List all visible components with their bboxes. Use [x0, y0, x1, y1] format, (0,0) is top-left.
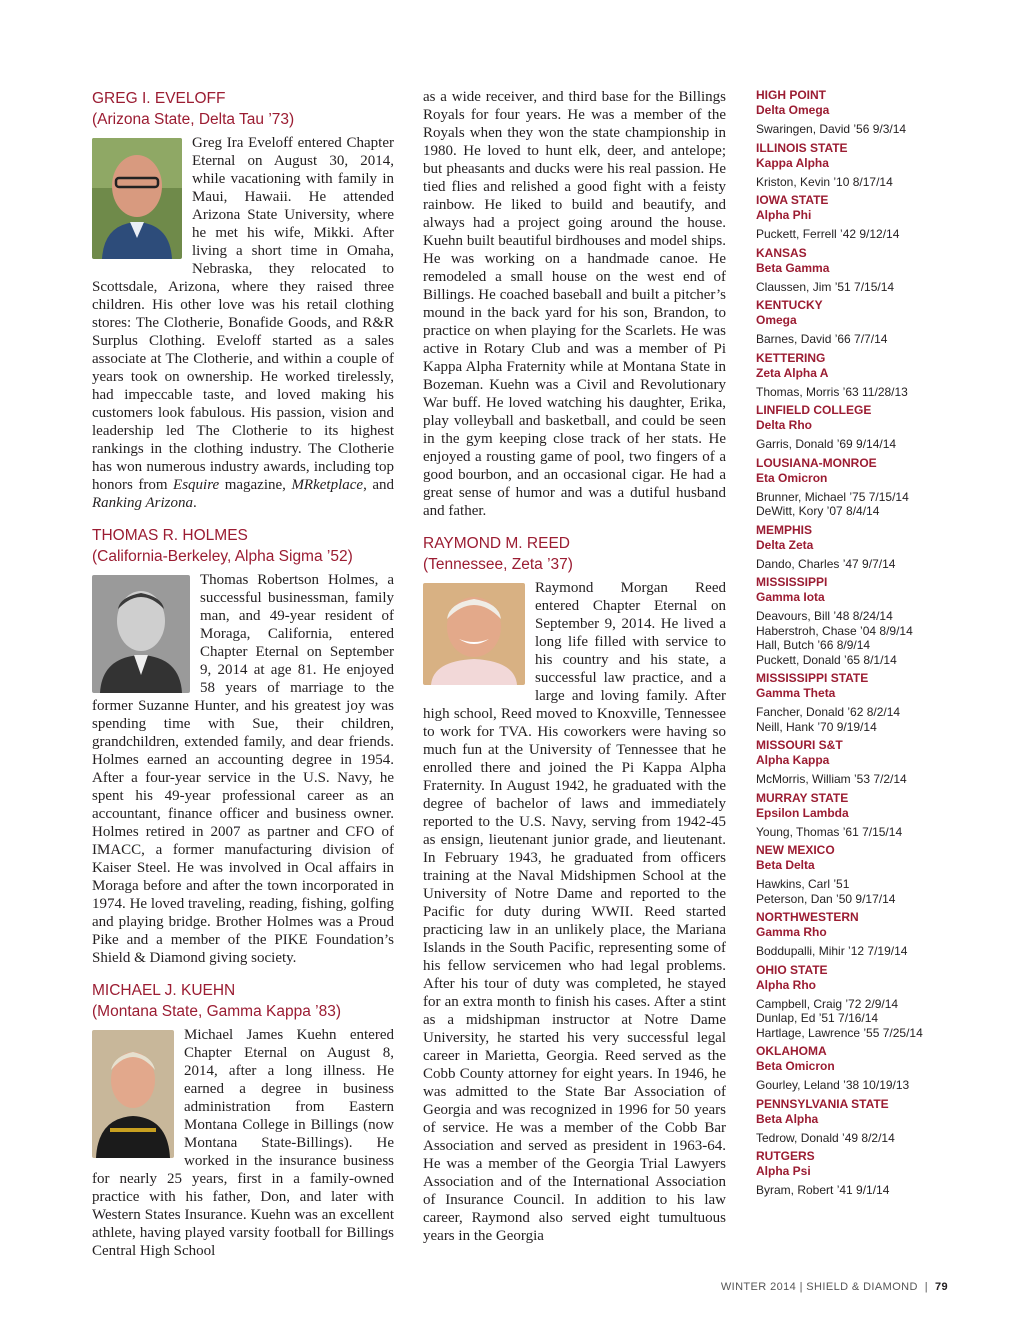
roll-chapter: Gamma Iota: [756, 590, 825, 604]
column-left: [92, 88, 394, 1273]
roll-chapter: Beta Gamma: [756, 260, 830, 275]
obituary-text-fragment: magazine,: [224, 477, 286, 493]
roll-school: ILLINOIS STATE: [756, 140, 848, 155]
magazine-name: Esquire: [173, 477, 220, 493]
roll-entry: Tedrow, Donald ’49 8/2/14: [756, 1130, 895, 1145]
roll-entry: Brunner, Michael ’75 7/15/14: [756, 489, 909, 504]
roll-entry: DeWitt, Kory ’07 8/4/14: [756, 504, 880, 518]
roll-block: [756, 671, 956, 734]
roll-chapter: Kappa Alpha: [756, 155, 829, 170]
obituary-body: [423, 579, 726, 1245]
roll-chapter: Beta Omicron: [756, 1059, 835, 1073]
roll-entry: Thomas, Morris ’63 11/28/13: [756, 384, 908, 399]
obituary-body: [92, 571, 394, 967]
roll-chapter: Eta Omicron: [756, 470, 828, 485]
roll-block: [756, 246, 956, 295]
obituary-name: RAYMOND M. REED: [423, 535, 570, 552]
obituary-eveloff: [92, 88, 394, 512]
column-chapter-roll: [756, 88, 956, 1202]
obituary-chapter: (Tennessee, Zeta ’37): [423, 556, 573, 573]
roll-entry: Young, Thomas ’61 7/15/14: [756, 824, 903, 839]
roll-entry: Dando, Charles ’47 9/7/14: [756, 556, 896, 571]
obituary-reed: [423, 533, 726, 1245]
roll-block: [756, 1097, 956, 1146]
roll-entry: Hartlage, Lawrence ’55 7/25/14: [756, 1025, 923, 1040]
roll-school: HIGH POINT: [756, 88, 827, 102]
roll-school: LINFIELD COLLEGE: [756, 403, 872, 417]
magazine-name: MRketplace: [291, 477, 364, 493]
roll-school: MISSOURI S&T: [756, 738, 843, 752]
roll-school: KENTUCKY: [756, 298, 823, 312]
obituary-text: Greg Ira Eveloff entered Chapter Eternal on August 30, 2014, while vacationing with family in Maui, Hawaii. He attended Arizona State University, where he met his wife, Mikki. After living a short time in Omaha, Nebraska, they relocated to Scottsdale, Arizona, where they raised three children. His other love was his retail clothing stores: The Clotherie, Bonafide Goods, and R&R Surplus Clothing. Eveloff started as a sales associate at The Clotherie, and within a couple of years took on ownership. He worked tirelessly, had impeccable taste, and loved making his customers look fabulous. His passion, vision and leadership led The Clotherie to its highest rankings in the clothing industry. The Clotherie has won numerous industry awards, including top honors from: [92, 135, 394, 493]
roll-chapter: Delta Zeta: [756, 537, 814, 552]
chapter-eternal-roll: [756, 88, 956, 1198]
roll-chapter: Gamma Theta: [756, 686, 836, 700]
roll-entry: Hawkins, Carl ’51: [756, 877, 850, 891]
roll-entry: Peterson, Dan ’50 9/17/14: [756, 891, 896, 906]
magazine-name: Ranking Arizona: [92, 495, 193, 511]
roll-entry: Fancher, Donald ’62 8/2/14: [756, 705, 901, 719]
roll-block: [756, 351, 956, 400]
roll-entry: Barnes, David ’66 7/7/14: [756, 332, 888, 346]
roll-entry: Gourley, Leland ’38 10/19/13: [756, 1078, 910, 1092]
roll-chapter: Alpha Psi: [756, 1164, 811, 1178]
roll-block: [756, 1149, 956, 1198]
obituary-holmes: [92, 525, 394, 967]
portrait-photo-eveloff: [92, 138, 182, 259]
obituary-kuehn: [92, 980, 394, 1260]
obituary-body: as a wide receiver, and third base for the Billings Royals for four years. He was a member of the Royals when they won the state championship in 1980. He loved to hunt elk, deer, and antelope; but pheasants and ducks were his real passion. He tied flies and relished a good fight with a feisty rainbow. He liked to build and beautify, and always had a project going around the house. Kuehn built beautiful birdhouses and model ships. He was working on a handmade canoe. He remodeled a small house on the west end of Billings. He coached baseball and built a pitcher’s mound in the back yard for his son, Brandon, to practice on when playing for the Scarlets. He was active in Rotary Club and was a member of Pi Kappa Alpha Fraternity while at Montana State in Bozeman. Kuehn was a Civil and Revolutionary War buff. He loved watching his daughter, Erika, play volleyball and basketball, and could be seen in the gym keeping close track of her stats. He enjoyed a rousting game of pool, two fingers of a good bourbon, and an occasional cigar. He had a great sense of humor and was a dutiful husband and father.: [423, 89, 726, 519]
roll-entry: Claussen, Jim ’51 7/15/14: [756, 279, 895, 294]
roll-chapter: Delta Rho: [756, 418, 813, 432]
roll-entry: Neill, Hank ’70 9/19/14: [756, 719, 877, 734]
obituary-text-fragment: .: [192, 495, 197, 511]
roll-block: [756, 791, 956, 840]
roll-school: OKLAHOMA: [756, 1044, 827, 1058]
roll-block: [756, 910, 956, 959]
roll-school: IOWA STATE: [756, 193, 829, 207]
obituary-name: THOMAS R. HOLMES: [92, 527, 248, 544]
roll-school: NORTHWESTERN: [756, 910, 859, 924]
obituary-text: Michael James Kuehn entered Chapter Eternal on August 8, 2014, after a long illness. He earned a degree in business administration from Eastern Montana College in Billings (now Montana State-Billings). He worked in the insurance business for nearly 25 years, first in a family-owned practice with his father, Don, and later with Western States Insurance. Kuehn was an excellent athlete, having played varsity football for Billings Central High School: [92, 1027, 394, 1259]
obituary-kuehn-continued: [423, 88, 726, 520]
roll-entry: Puckett, Ferrell ’42 9/12/14: [756, 227, 900, 241]
obituary-chapter: (California-Berkeley, Alpha Sigma ’52): [92, 548, 353, 565]
column-middle: [423, 88, 726, 1258]
roll-block: [756, 456, 956, 519]
roll-school: KETTERING: [756, 350, 826, 365]
obituary-text: Raymond Morgan Reed entered Chapter Eternal on September 9, 2014. He lived a long life filled with service to his country and his state, a successful law practice, and a large and loving family. After high school, Reed moved to Knoxville, Tennessee to work for TVA. His coworkers were having so much fun at the University of Tennessee that he enrolled there and joined the Pi Kappa Alpha Fraternity. In August 1942, he graduated with the degree of bachelor of laws and immediately reported to the U.S. Navy, serving from 1942-45 as ensign, lieutenant junior grade, and lieutenant. In February 1943, he graduated from officers training at the Naval Midshipmen School at the University of Notre Dame and reported to the Pacific for duty during WWII. Reed started practicing law in an unlikely place, the Mariana Islands in the South Pacific, representing some of his fellow servicemen who had legal problems. After his tour of duty was completed, he stayed for an extra month to finish his cases. After a stint as a midshipman instructor at Notre Dame University, he started his very successful legal career in Marietta, Georgia. Reed served as the Cobb County attorney for eight years. In 1946, he was admitted to the State Bar Association of Georgia and was recognized in 1996 for 50 years of service. He was a member of the Cobb Bar Association and served as president in 1963-64. He was a member of the Georgia Trial Lawyers Association and of the International Association of Insurance Council. In addition to his law career, Raymond also served eight tumultuous years in the Georgia: [423, 580, 726, 1244]
roll-school: MISSISSIPPI STATE: [756, 671, 869, 685]
roll-chapter: Alpha Rho: [756, 977, 816, 992]
roll-block: [756, 963, 956, 1041]
roll-block: [756, 193, 956, 242]
roll-school: NEW MEXICO: [756, 843, 835, 857]
roll-chapter: Alpha Phi: [756, 208, 812, 222]
roll-entry: McMorris, William ’53 7/2/14: [756, 772, 907, 786]
roll-chapter: Beta Alpha: [756, 1111, 819, 1126]
roll-entry: Deavours, Bill ’48 8/24/14: [756, 609, 893, 623]
roll-entry: Kriston, Kevin ’10 8/17/14: [756, 174, 893, 189]
roll-chapter: Beta Delta: [756, 858, 815, 872]
obituary-chapter: (Arizona State, Delta Tau ’73): [92, 111, 295, 128]
obituary-body: [92, 1026, 394, 1260]
roll-entry: Haberstroh, Chase ’04 8/9/14: [756, 623, 913, 638]
footer-separator: |: [924, 1281, 929, 1293]
roll-entry: Puckett, Donald ’65 8/1/14: [756, 652, 897, 667]
obituary-text-fragment: , and: [363, 477, 394, 493]
roll-school: RUTGERS: [756, 1149, 815, 1163]
roll-chapter: Epsilon Lambda: [756, 805, 849, 820]
page-footer: [721, 1281, 948, 1293]
roll-block: [756, 523, 956, 572]
issue-label: WINTER 2014 | SHIELD & DIAMOND: [720, 1281, 918, 1293]
obituary-body: [92, 134, 394, 512]
roll-school: OHIO STATE: [756, 962, 828, 977]
page-number: 79: [934, 1281, 948, 1293]
roll-entry: Campbell, Craig ’72 2/9/14: [756, 996, 899, 1011]
obituary-name: GREG I. EVELOFF: [92, 90, 226, 107]
roll-school: PENNSYLVANIA STATE: [756, 1096, 889, 1111]
portrait-photo-holmes: [92, 575, 190, 693]
roll-chapter: Gamma Rho: [756, 925, 827, 939]
roll-block: [756, 1044, 956, 1093]
roll-school: LOUSIANA-MONROE: [756, 455, 877, 470]
roll-school: KANSAS: [756, 245, 807, 260]
roll-block: [756, 738, 956, 787]
roll-entry: Boddupalli, Mihir ’12 7/19/14: [756, 944, 908, 958]
roll-entry: Dunlap, Ed ’51 7/16/14: [756, 1011, 879, 1025]
roll-chapter: Delta Omega: [756, 103, 830, 117]
roll-block: [756, 843, 956, 906]
obituary-name: MICHAEL J. KUEHN: [92, 982, 236, 999]
roll-school: MEMPHIS: [756, 522, 813, 537]
roll-entry: Swaringen, David ’56 9/3/14: [756, 122, 907, 136]
roll-entry: Garris, Donald ’69 9/14/14: [756, 437, 897, 451]
roll-school: MURRAY STATE: [756, 790, 849, 805]
roll-block: [756, 141, 956, 190]
obituary-chapter: (Montana State, Gamma Kappa ’83): [92, 1003, 341, 1020]
roll-entry: Hall, Butch ’66 8/9/14: [756, 638, 871, 652]
roll-chapter: Omega: [756, 313, 797, 327]
roll-block: [756, 575, 956, 667]
portrait-photo-reed: [423, 583, 525, 685]
portrait-photo-kuehn: [92, 1030, 174, 1158]
roll-school: MISSISSIPPI: [756, 575, 828, 589]
roll-chapter: Zeta Alpha A: [756, 365, 829, 380]
roll-block: [756, 298, 956, 347]
roll-block: [756, 403, 956, 452]
roll-chapter: Alpha Kappa: [756, 753, 830, 767]
roll-entry: Byram, Robert ’41 9/1/14: [756, 1183, 890, 1197]
obituary-text: Thomas Robertson Holmes, a successful businessman, family man, and 49-year resident of Moraga, California, entered Chapter Eternal on September 9, 2014 at age 81. He enjoyed 58 years of marriage to the former Suzanne Hunter, and his greatest joy was spending time with Sue, their children, grandchildren, extended family, and dear friends. Holmes earned an accounting degree in 1954. After a four-year service in the U.S. Navy, he spent his 49-year professional career as an accountant, finance officer and business owner. Holmes retired in 2007 as partner and CFO of IMACC, a former manufacturing division of Kaiser Steel. He was involved in Ocal affairs in Moraga before and after the town incorporated in 1974. He loved traveling, reading, fishing, golfing and playing bridge. Brother Holmes was a Proud Pike and a member of the PIKE Foundation’s Shield & Diamond giving society.: [92, 572, 394, 966]
roll-block: [756, 88, 956, 137]
